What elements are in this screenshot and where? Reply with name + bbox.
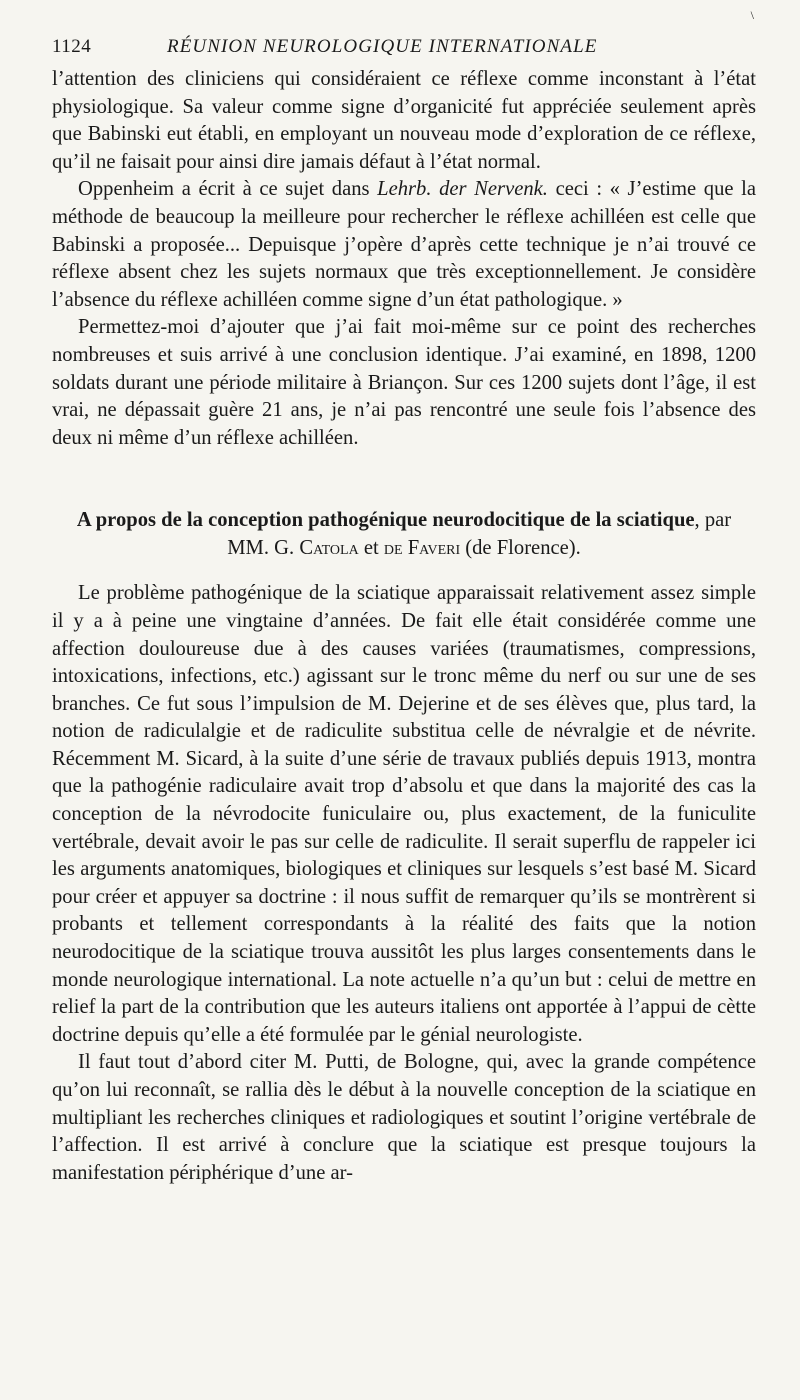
- paragraph-personal-research: Permettez-moi d’ajouter que j’ai fait moi-même sur ce point des recherches nombreuses et suis arrivé à une conclusion identique. J’ai examiné, en 1898, 1200 soldats durant une période militaire à Briançon. Sur ces 1200 sujets dont l’âge, il est vrai, ne dépassait guère 21 ans, je n’ai pas rencontré une seule fois l’absence des deux ni même d’un réflexe achilléen.: [52, 316, 756, 449]
- article-title: A propos de la conception pathogénique neurodocitique de la sciatique: [76, 509, 695, 532]
- author-catola: Catola: [299, 537, 359, 560]
- paragraph-oppenheim: [52, 176, 756, 314]
- paragraph-article-intro: Le problème pathogénique de la sciatique apparaissait relativement assez simple il y a à peine une vingtaine d’années. De fait elle était considérée comme une affection douloureuse due à des causes variées (traumatismes, compressions, intoxications, infections, etc.) agissant sur le tronc même du nerf ou sur une de ses branches. Ce fut sous l’impulsion de M. Dejerine et de ses élèves que, plus tard, la notion de radiculalgie et de radiculite substitua celle de névralgie et de névrite. Récemment M. Sicard, à la suite d’une série de travaux publiés depuis 1913, montra que la pathogénie radiculaire avait trop d’absolu et que dans la majorité des cas la conception de la névrodocite funiculaire ou, plus exactement, de la funiculite vertébrale, devait avoir le pas sur celle de radiculite. Il serait superflu de rappeler ici les arguments anatomiques, biologiques et cliniques sur lesquels s’est basé M. Sicard pour créer et appuyer sa doctrine : il nous suffit de remarquer qu’ils se montrèrent si probants et tellement correspondants à la réalité des faits que la notion neurodocitique de la sciatique trouva aussitôt les plus larges consentements dans le monde neurologique international. La note actuelle n’a qu’un but : celui de mettre en relief la part de la contribution que les auteurs italiens ont apportée à l’appui de cètte doctrine depuis qu’elle a été formulée par le génial neurologiste.: [52, 582, 756, 1046]
- author-conjunction: et: [363, 537, 379, 560]
- article-by: , par MM. G.: [227, 509, 732, 560]
- author-de-faveri: de Faveri: [383, 537, 461, 560]
- author-affiliation: (de Florence).: [465, 537, 581, 560]
- oppenheim-text-before: Oppenheim a écrit à ce sujet dans: [78, 178, 370, 201]
- running-title: RÉUNION NEUROLOGIQUE INTERNATIONALE: [167, 36, 598, 57]
- cited-work-title: Lehrb. der Nervenk.: [377, 178, 548, 201]
- running-head: [52, 34, 756, 60]
- page-number: 1124: [52, 36, 92, 57]
- paragraph-putti: Il faut tout d’abord citer M. Putti, de Bologne, qui, avec la grande compétence qu’on lui reconnaît, se rallia dès le début à la nouvelle conception de la sciatique en multipliant les recherches cliniques et radiologiques et soutint l’origine vertébrale de l’affection. Il est arrivé à conclure que la sciatique est presque toujours la manifestation périphérique d’une ar-: [52, 1051, 756, 1184]
- paragraph-continuation: l’attention des cliniciens qui considéraient ce réflexe comme inconstant à l’état physiologique. Sa valeur comme signe d’organicité fut appréciée seulement après que Babinski eut établi, en employant un nouveau mode d’exploration de ce réflexe, qu’il ne faisait pour ainsi dire jamais défaut à l’état normal.: [52, 68, 756, 173]
- article-heading: [72, 506, 736, 562]
- oppenheim-quote: ceci : « J’estime que la méthode de beaucoup la meilleure pour rechercher le réflexe achilléen est celle que Babinski a proposée... Depuisque j’opère d’après cette technique je n’ai trouvé ce réflexe absent chez les sujets normaux que très exceptionnellement. Je considère l’absence du réflexe achilléen comme signe d’un état pathologique. »: [52, 178, 756, 311]
- corner-mark: \: [750, 8, 754, 22]
